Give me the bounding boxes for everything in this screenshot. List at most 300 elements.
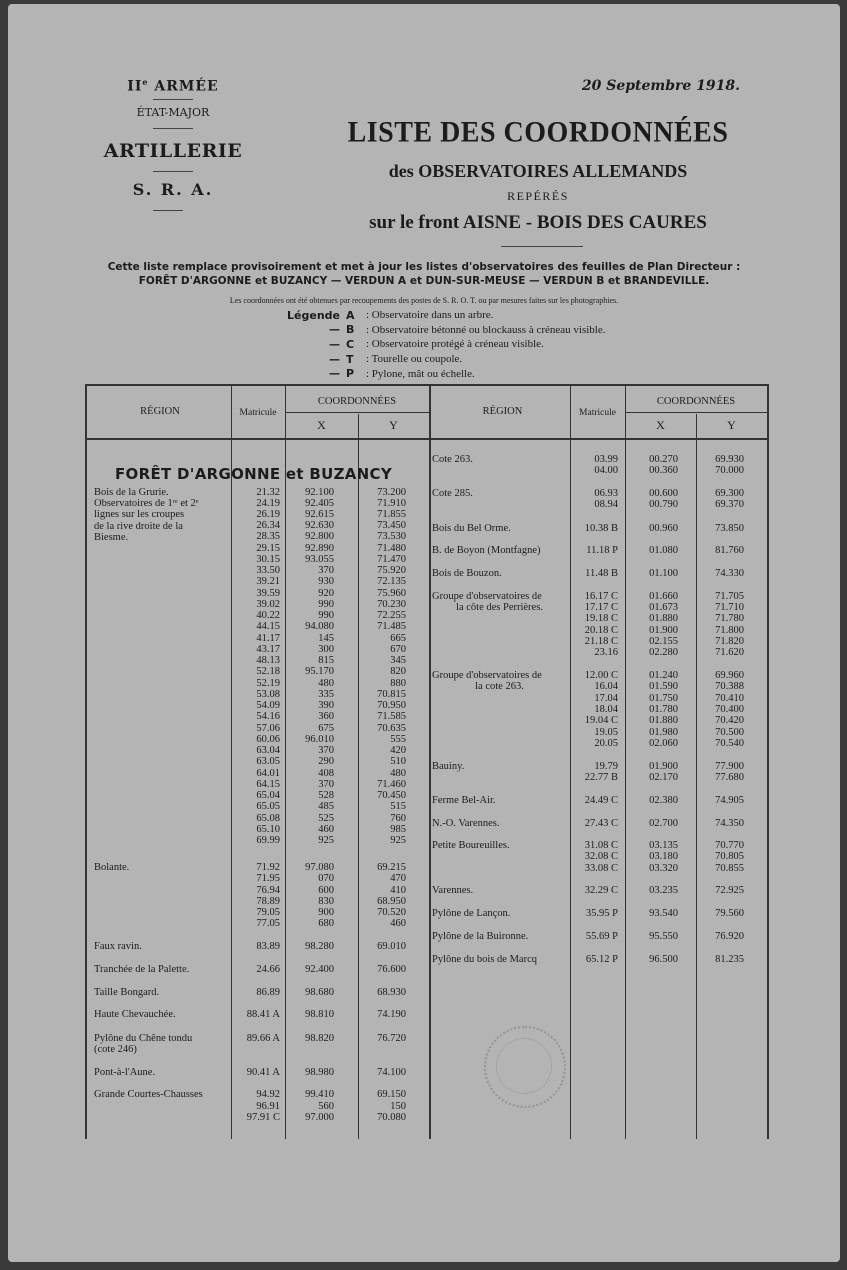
y-coordinate-cell: 985 <box>390 824 406 835</box>
x-coordinate-cell: 92.615 <box>305 509 334 520</box>
matricule-cell: 57.06 <box>256 723 280 734</box>
matricule-cell: 43.17 <box>256 644 280 655</box>
y-coordinate-cell: 77.900 <box>715 761 744 772</box>
matricule-cell: 27.43 C <box>584 818 618 829</box>
matricule-cell: 39.02 <box>256 599 280 610</box>
matricule-cell: 40.22 <box>256 610 280 621</box>
matricule-cell: 33.50 <box>256 565 280 576</box>
x-coordinate-cell: 460 <box>318 824 334 835</box>
region-label: de la rive droite de la <box>94 520 183 532</box>
y-coordinate-cell: 70.855 <box>715 863 744 874</box>
section-title: FORÊT D'ARGONNE et BUZANCY <box>115 465 392 483</box>
header-coords: COORDONNÉES <box>317 396 397 407</box>
y-coordinate-cell: 71.800 <box>715 625 744 636</box>
region-label: Tranchée de la Palette. <box>94 964 190 975</box>
header-bottom-rule <box>85 438 769 440</box>
header-y: Y <box>727 418 736 432</box>
matricule-cell: 83.89 <box>256 941 280 952</box>
y-coordinate-cell: 76.600 <box>377 964 406 975</box>
matricule-cell: 63.05 <box>256 756 280 767</box>
matricule-cell: 71.95 <box>256 873 280 884</box>
divider <box>153 99 193 100</box>
x-coordinate-cell: 95.550 <box>649 931 678 942</box>
y-coordinate-cell: 70.400 <box>715 704 744 715</box>
x-coordinate-cell: 95.170 <box>305 666 334 677</box>
region-label: la cote 263. <box>475 681 524 693</box>
x-coordinate-cell: 92.100 <box>305 487 334 498</box>
y-coordinate-cell: 70.080 <box>377 1112 406 1123</box>
region-label: Pylône de la Buironne. <box>432 931 529 942</box>
col-rule <box>696 414 697 1139</box>
ornament-divider <box>501 246 583 247</box>
matricule-cell: 08.94 <box>594 499 618 510</box>
matricule-cell: 52.19 <box>256 678 280 689</box>
y-coordinate-cell: 75.920 <box>377 565 406 576</box>
col-rule <box>285 384 286 1139</box>
y-coordinate-cell: 70.950 <box>377 700 406 711</box>
x-coordinate-cell: 01.750 <box>649 693 678 704</box>
matricule-cell: 65.08 <box>256 813 280 824</box>
y-coordinate-cell: 70.230 <box>377 599 406 610</box>
x-coordinate-cell: 290 <box>318 756 334 767</box>
x-coordinate-cell: 335 <box>318 689 334 700</box>
matricule-cell: 54.16 <box>256 711 280 722</box>
y-coordinate-cell: 71.460 <box>377 779 406 790</box>
matricule-cell: 21.18 C <box>584 636 618 647</box>
legend-text: : Observatoire bétonné ou blockauss à créneau visible. <box>366 323 606 336</box>
matricule-cell: 21.32 <box>256 487 280 498</box>
matricule-cell: 64.15 <box>256 779 280 790</box>
y-coordinate-cell: 71.855 <box>377 509 406 520</box>
y-coordinate-cell: 76.720 <box>377 1033 406 1044</box>
archive-stamp <box>484 1026 566 1108</box>
legend-code: C <box>346 337 355 351</box>
region-label: Ferme Bel-Air. <box>432 795 496 806</box>
x-coordinate-cell: 02.280 <box>649 647 678 658</box>
y-coordinate-cell: 81.235 <box>715 954 744 965</box>
x-coordinate-cell: 01.080 <box>649 545 678 556</box>
y-coordinate-cell: 73.450 <box>377 520 406 531</box>
y-coordinate-cell: 555 <box>390 734 406 745</box>
legend-code: P <box>346 367 355 381</box>
y-coordinate-cell: 79.560 <box>715 908 744 919</box>
matricule-cell: 35.95 P <box>585 908 618 919</box>
y-coordinate-cell: 81.760 <box>715 545 744 556</box>
region-label: Haute Chevauchée. <box>94 1009 176 1020</box>
matricule-cell: 03.99 <box>594 454 618 465</box>
matricule-cell: 10.38 B <box>584 523 618 534</box>
y-coordinate-cell: 345 <box>390 655 406 666</box>
y-coordinate-cell: 70.410 <box>715 693 744 704</box>
x-coordinate-cell: 00.360 <box>649 465 678 476</box>
region-label: Varennes. <box>432 885 474 896</box>
matricule-cell: 31.08 C <box>584 840 618 851</box>
y-coordinate-cell: 70.770 <box>715 840 744 851</box>
y-coordinate-cell: 69.930 <box>715 454 744 465</box>
y-coordinate-cell: 71.910 <box>377 498 406 509</box>
y-coordinate-cell: 665 <box>390 633 406 644</box>
matricule-cell: 39.59 <box>256 588 280 599</box>
matricule-cell: 24.19 <box>256 498 280 509</box>
matricule-cell: 77.05 <box>256 918 280 929</box>
document-subtitle-2: REPÉRÉS <box>507 189 569 203</box>
region-label: Observatoires de 1ʳᵉ et 2ᵉ <box>94 498 199 509</box>
x-coordinate-cell: 94.080 <box>305 621 334 632</box>
x-coordinate-cell: 03.180 <box>649 851 678 862</box>
y-coordinate-cell: 75.960 <box>377 588 406 599</box>
x-coordinate-cell: 01.240 <box>649 670 678 681</box>
x-coordinate-cell: 00.270 <box>649 454 678 465</box>
y-coordinate-cell: 72.925 <box>715 885 744 896</box>
matricule-cell: 69.99 <box>256 835 280 846</box>
matricule-cell: 17.17 C <box>584 602 618 613</box>
region-label: Pont-à-l'Aune. <box>94 1067 156 1078</box>
y-coordinate-cell: 69.370 <box>715 499 744 510</box>
matricule-cell: 17.04 <box>594 693 618 704</box>
x-coordinate-cell: 01.100 <box>649 568 678 579</box>
y-coordinate-cell: 71.780 <box>715 613 744 624</box>
matricule-cell: 32.08 C <box>584 851 618 862</box>
legend-text: : Observatoire dans un arbre. <box>366 309 494 322</box>
x-coordinate-cell: 96.500 <box>649 954 678 965</box>
header-region: RÉGION <box>140 406 180 417</box>
legend-code: A <box>346 308 355 322</box>
y-coordinate-cell: 70.420 <box>715 715 744 726</box>
matricule-cell: 11.18 P <box>586 545 618 556</box>
x-coordinate-cell: 01.900 <box>649 625 678 636</box>
legend-code: B <box>346 323 355 337</box>
x-coordinate-cell: 675 <box>318 723 334 734</box>
matricule-cell: 18.04 <box>594 704 618 715</box>
y-coordinate-cell: 74.330 <box>715 568 744 579</box>
x-coordinate-cell: 98.680 <box>305 987 334 998</box>
matricule-cell: 65.10 <box>256 824 280 835</box>
x-coordinate-cell: 070 <box>318 873 334 884</box>
matricule-cell: 29.15 <box>256 543 280 554</box>
x-coordinate-cell: 370 <box>318 745 334 756</box>
header-x: X <box>656 418 665 432</box>
matricule-cell: 39.21 <box>256 576 280 587</box>
header-x: X <box>317 418 326 432</box>
x-coordinate-cell: 03.235 <box>649 885 678 896</box>
y-coordinate-cell: 71.480 <box>377 543 406 554</box>
col-rule <box>358 414 359 1139</box>
x-coordinate-cell: 528 <box>318 790 334 801</box>
x-coordinate-cell: 02.700 <box>649 818 678 829</box>
legend-row <box>278 352 605 367</box>
y-coordinate-cell: 72.255 <box>377 610 406 621</box>
matricule-cell: 55.69 P <box>585 931 618 942</box>
matricule-cell: 96.91 <box>256 1101 280 1112</box>
legend-row <box>278 323 605 338</box>
y-coordinate-cell: 70.500 <box>715 727 744 738</box>
document-subtitle-3: sur le front AISNE - BOIS DES CAURES <box>369 212 707 233</box>
unit-heading: S. R. A. <box>132 180 214 199</box>
x-coordinate-cell: 01.880 <box>649 613 678 624</box>
y-coordinate-cell: 68.930 <box>377 987 406 998</box>
x-coordinate-cell: 03.135 <box>649 840 678 851</box>
matricule-cell: 64.01 <box>256 768 280 779</box>
x-coordinate-cell: 815 <box>318 655 334 666</box>
matricule-cell: 19.79 <box>594 761 618 772</box>
x-coordinate-cell: 92.405 <box>305 498 334 509</box>
region-label: B. de Boyon (Montfagne) <box>432 545 541 556</box>
x-coordinate-cell: 925 <box>318 835 334 846</box>
x-coordinate-cell: 97.080 <box>305 862 334 873</box>
document-date: 20 Septembre 1918. <box>581 78 740 94</box>
x-coordinate-cell: 00.600 <box>649 488 678 499</box>
matricule-cell: 76.94 <box>256 885 280 896</box>
matricule-cell: 33.08 C <box>584 863 618 874</box>
region-label: Bois du Bel Orme. <box>432 523 511 534</box>
region-label: Groupe d'observatoires de <box>432 591 542 602</box>
y-coordinate-cell: 71.485 <box>377 621 406 632</box>
region-label: Bois de la Grurie. <box>94 487 169 498</box>
staff-heading: ÉTAT-MAJOR <box>136 106 210 119</box>
matricule-cell: 88.41 A <box>246 1009 280 1020</box>
matricule-cell: 24.49 C <box>584 795 618 806</box>
x-coordinate-cell: 560 <box>318 1101 334 1112</box>
matricule-cell: 04.00 <box>594 465 618 476</box>
region-label: Pylône du Chêne tondu <box>94 1033 193 1044</box>
matricule-cell: 32.29 C <box>584 885 618 896</box>
matricule-cell: 48.13 <box>256 655 280 666</box>
y-coordinate-cell: 72.135 <box>377 576 406 587</box>
y-coordinate-cell: 77.680 <box>715 772 744 783</box>
x-coordinate-cell: 900 <box>318 907 334 918</box>
x-coordinate-cell: 98.810 <box>305 1009 334 1020</box>
y-coordinate-cell: 71.710 <box>715 602 744 613</box>
y-coordinate-cell: 460 <box>390 918 406 929</box>
x-coordinate-cell: 03.320 <box>649 863 678 874</box>
legend-dash: — <box>329 337 340 351</box>
y-coordinate-cell: 73.200 <box>377 487 406 498</box>
matricule-cell: 26.19 <box>256 509 280 520</box>
matricule-cell: 79.05 <box>256 907 280 918</box>
region-label: la côte des Perrières. <box>456 602 543 614</box>
intro-line-3: Les coordonnées ont été obtenues par recoupements des postes de S. R. O. T. ou par mesures faites sur les photographies. <box>229 296 619 305</box>
y-coordinate-cell: 74.190 <box>377 1009 406 1020</box>
x-coordinate-cell: 92.890 <box>305 543 334 554</box>
y-coordinate-cell: 70.450 <box>377 790 406 801</box>
matricule-cell: 54.09 <box>256 700 280 711</box>
y-coordinate-cell: 69.300 <box>715 488 744 499</box>
matricule-cell: 20.18 C <box>584 625 618 636</box>
x-coordinate-cell: 01.673 <box>649 602 678 613</box>
x-coordinate-cell: 370 <box>318 779 334 790</box>
y-coordinate-cell: 70.000 <box>715 465 744 476</box>
y-coordinate-cell: 420 <box>390 745 406 756</box>
intro-line-1: Cette liste remplace provisoirement et met à jour les listes d'observatoires des feuilles de Plan Directeur : <box>107 261 741 273</box>
x-coordinate-cell: 97.000 <box>305 1112 334 1123</box>
y-coordinate-cell: 70.520 <box>377 907 406 918</box>
y-coordinate-cell: 71.705 <box>715 591 744 602</box>
region-label: Pylône de Lançon. <box>432 908 511 919</box>
col-rule <box>429 384 431 1139</box>
header-region: RÉGION <box>482 406 523 417</box>
region-label: Petite Boureuilles. <box>432 840 510 851</box>
header-rule <box>285 412 429 413</box>
header-rule <box>625 412 767 413</box>
document-subtitle: des OBSERVATOIRES ALLEMANDS <box>388 161 688 181</box>
y-coordinate-cell: 69.150 <box>377 1089 406 1100</box>
matricule-cell: 28.35 <box>256 531 280 542</box>
y-coordinate-cell: 70.635 <box>377 723 406 734</box>
region-label: Bois de Bouzon. <box>432 568 502 579</box>
document-sheet <box>8 4 840 1262</box>
matricule-cell: 19.18 C <box>584 613 618 624</box>
x-coordinate-cell: 01.590 <box>649 681 678 692</box>
x-coordinate-cell: 93.055 <box>305 554 334 565</box>
x-coordinate-cell: 390 <box>318 700 334 711</box>
y-coordinate-cell: 69.960 <box>715 670 744 681</box>
y-coordinate-cell: 76.920 <box>715 931 744 942</box>
matricule-cell: 23.16 <box>594 647 618 658</box>
region-label: Biesme. <box>94 531 129 543</box>
region-label: Faux ravin. <box>94 941 142 952</box>
matricule-cell: 78.89 <box>256 896 280 907</box>
y-coordinate-cell: 74.100 <box>377 1067 406 1078</box>
matricule-cell: 97.91 C <box>246 1112 280 1123</box>
region-label: Cote 263. <box>432 454 473 465</box>
y-coordinate-cell: 510 <box>390 756 406 767</box>
y-coordinate-cell: 70.388 <box>715 681 744 692</box>
x-coordinate-cell: 990 <box>318 599 334 610</box>
x-coordinate-cell: 485 <box>318 801 334 812</box>
x-coordinate-cell: 02.155 <box>649 636 678 647</box>
x-coordinate-cell: 145 <box>318 633 334 644</box>
matricule-cell: 24.66 <box>256 964 280 975</box>
matricule-cell: 16.17 C <box>584 591 618 602</box>
matricule-cell: 90.41 A <box>246 1067 280 1078</box>
matricule-cell: 65.05 <box>256 801 280 812</box>
x-coordinate-cell: 920 <box>318 588 334 599</box>
y-coordinate-cell: 670 <box>390 644 406 655</box>
x-coordinate-cell: 01.900 <box>649 761 678 772</box>
x-coordinate-cell: 990 <box>318 610 334 621</box>
x-coordinate-cell: 01.880 <box>649 715 678 726</box>
x-coordinate-cell: 408 <box>318 768 334 779</box>
header-matricule: Matricule <box>239 408 277 418</box>
y-coordinate-cell: 74.905 <box>715 795 744 806</box>
table-left-rule <box>85 384 87 1139</box>
x-coordinate-cell: 98.820 <box>305 1033 334 1044</box>
matricule-cell: 60.06 <box>256 734 280 745</box>
matricule-cell: 65.12 P <box>585 954 618 965</box>
x-coordinate-cell: 00.790 <box>649 499 678 510</box>
x-coordinate-cell: 300 <box>318 644 334 655</box>
header-matricule: Matricule <box>579 408 616 418</box>
matricule-cell: 89.66 A <box>246 1033 280 1044</box>
x-coordinate-cell: 02.380 <box>649 795 678 806</box>
x-coordinate-cell: 01.660 <box>649 591 678 602</box>
matricule-cell: 44.15 <box>256 621 280 632</box>
y-coordinate-cell: 73.530 <box>377 531 406 542</box>
x-coordinate-cell: 02.060 <box>649 738 678 749</box>
x-coordinate-cell: 93.540 <box>649 908 678 919</box>
legend-code: T <box>346 352 354 366</box>
matricule-cell: 19.05 <box>594 727 618 738</box>
legend-text: : Tourelle ou coupole. <box>366 353 463 366</box>
y-coordinate-cell: 73.850 <box>715 523 744 534</box>
y-coordinate-cell: 71.585 <box>377 711 406 722</box>
matricule-cell: 22.77 B <box>584 772 618 783</box>
table-top-rule <box>85 384 769 386</box>
matricule-cell: 52.18 <box>256 666 280 677</box>
legend-label: Légende <box>287 308 340 322</box>
legend-dash: — <box>329 352 340 366</box>
x-coordinate-cell: 99.410 <box>305 1089 334 1100</box>
x-coordinate-cell: 370 <box>318 565 334 576</box>
divider <box>153 210 183 211</box>
matricule-cell: 11.48 B <box>585 568 618 579</box>
x-coordinate-cell: 01.780 <box>649 704 678 715</box>
y-coordinate-cell: 69.215 <box>377 862 406 873</box>
branch-heading: ARTILLERIE <box>103 140 243 162</box>
matricule-cell: 53.08 <box>256 689 280 700</box>
army-heading: IIe ARMÉE <box>127 77 219 95</box>
x-coordinate-cell: 930 <box>318 576 334 587</box>
y-coordinate-cell: 70.815 <box>377 689 406 700</box>
table-right-rule <box>767 384 769 1139</box>
x-coordinate-cell: 98.280 <box>305 941 334 952</box>
region-label: Cote 285. <box>432 488 473 499</box>
x-coordinate-cell: 02.170 <box>649 772 678 783</box>
matricule-cell: 65.04 <box>256 790 280 801</box>
document-title: LISTE DES COORDONNÉES <box>347 116 729 149</box>
header-coords: COORDONNÉES <box>656 396 736 407</box>
legend-text: : Pylone, mât ou échelle. <box>366 367 475 380</box>
x-coordinate-cell: 92.630 <box>305 520 334 531</box>
y-coordinate-cell: 69.010 <box>377 941 406 952</box>
region-label: lignes sur les croupes <box>94 509 185 521</box>
y-coordinate-cell: 68.950 <box>377 896 406 907</box>
y-coordinate-cell: 71.470 <box>377 554 406 565</box>
matricule-cell: 26.34 <box>256 520 280 531</box>
region-label: Bolante. <box>94 862 130 873</box>
matricule-cell: 63.04 <box>256 745 280 756</box>
y-coordinate-cell: 480 <box>390 768 406 779</box>
matricule-cell: 71.92 <box>256 862 280 873</box>
x-coordinate-cell: 480 <box>318 678 334 689</box>
legend-text: : Observatoire protégé à créneau visible. <box>366 338 544 351</box>
region-label: Pylône du bois de Marcq <box>432 954 537 965</box>
divider <box>153 128 193 129</box>
y-coordinate-cell: 150 <box>390 1101 406 1112</box>
region-label: N.-O. Varennes. <box>432 818 500 829</box>
region-label: Taille Bongard. <box>94 987 160 998</box>
intro-line-2: FORÊT D'ARGONNE et BUZANCY — VERDUN A et DUN-SUR-MEUSE — VERDUN B et BRANDEVILLE. <box>138 275 710 287</box>
x-coordinate-cell: 98.980 <box>305 1067 334 1078</box>
y-coordinate-cell: 70.805 <box>715 851 744 862</box>
x-coordinate-cell: 92.800 <box>305 531 334 542</box>
x-coordinate-cell: 00.960 <box>649 523 678 534</box>
legend <box>278 308 605 381</box>
matricule-cell: 94.92 <box>256 1089 280 1100</box>
y-coordinate-cell: 760 <box>390 813 406 824</box>
legend-row <box>278 337 605 352</box>
y-coordinate-cell: 470 <box>390 873 406 884</box>
matricule-cell: 16.04 <box>594 681 618 692</box>
region-label: Grande Courtes-Chausses <box>94 1089 203 1100</box>
matricule-cell: 19.04 C <box>584 715 618 726</box>
matricule-cell: 06.93 <box>594 488 618 499</box>
y-coordinate-cell: 410 <box>390 885 406 896</box>
x-coordinate-cell: 830 <box>318 896 334 907</box>
x-coordinate-cell: 600 <box>318 885 334 896</box>
y-coordinate-cell: 74.350 <box>715 818 744 829</box>
matricule-cell: 30.15 <box>256 554 280 565</box>
